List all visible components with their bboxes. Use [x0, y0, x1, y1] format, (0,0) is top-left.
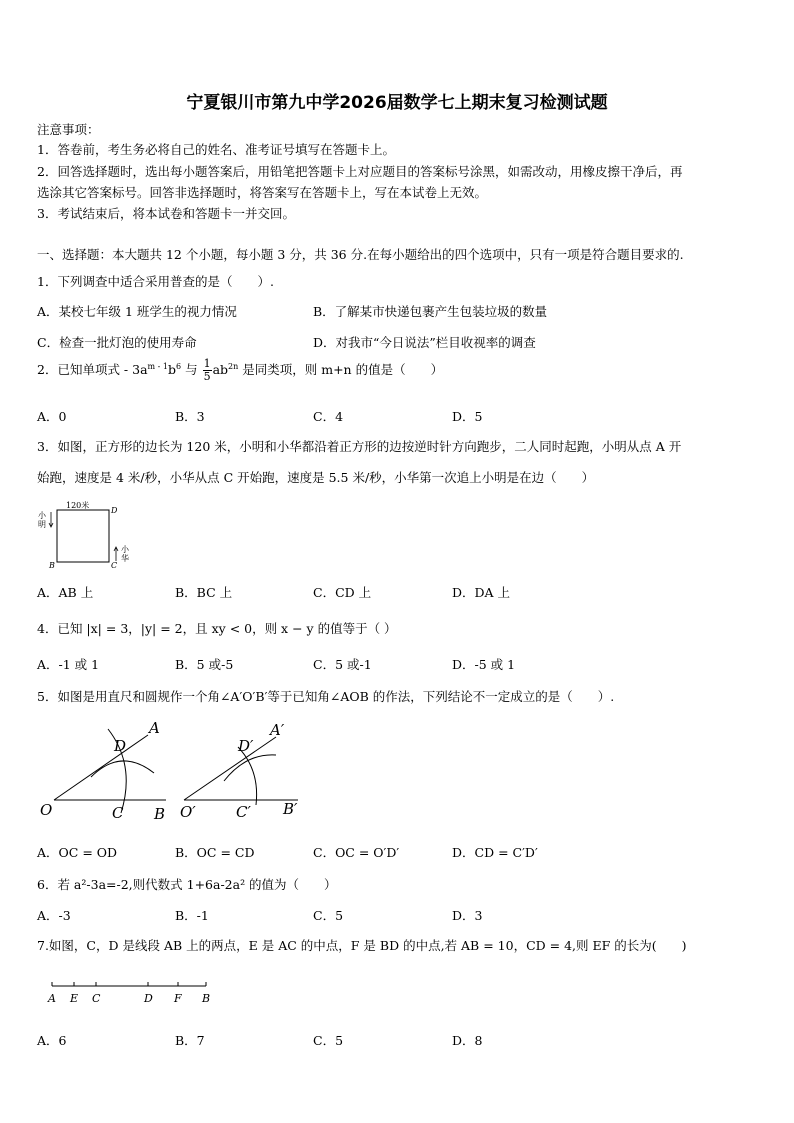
- q2-stem: [37, 358, 443, 383]
- q3-option-a: A．AB 上: [37, 585, 94, 600]
- q3-option-b: B．BC 上: [175, 585, 233, 600]
- q3-option-d: D．DA 上: [452, 585, 511, 600]
- point-label: F: [174, 992, 182, 1005]
- q2-exponent: 6: [176, 361, 182, 371]
- q2-text: 与: [181, 362, 202, 377]
- q2-exponent: m - 1: [147, 361, 168, 371]
- q4-option-d: D．-5 或 1: [452, 657, 516, 672]
- ray-oa: [54, 735, 148, 800]
- q7-segment-figure: [40, 976, 220, 1012]
- q6-option-d: D．3: [452, 908, 483, 923]
- label-o: O: [40, 801, 53, 819]
- label-o-prime: O′: [180, 803, 196, 821]
- q2-exponent: 2n: [228, 361, 239, 371]
- fraction-denominator: 5: [203, 370, 211, 383]
- xiaohua-char: 小: [121, 545, 129, 554]
- q1-option-b: B．了解某市快递包裹产生包装垃圾的数量: [313, 304, 548, 319]
- q7-option-b: B．7: [175, 1033, 205, 1048]
- q2-option-b: B．3: [175, 409, 205, 424]
- q3-stem-line2: 始跑，速度是 4 米/秒，小华从点 C 开始跑，速度是 5.5 米/秒，小华第一次追上小明是在边（ ）: [37, 470, 595, 485]
- compass-arc: [238, 747, 257, 805]
- point-c-label: C: [111, 561, 118, 570]
- q5-figure-original-angle: [36, 715, 186, 825]
- q2-option-c: C．4: [313, 409, 344, 424]
- xiaoming-char: 明: [38, 520, 46, 529]
- q2-option-d: D．5: [452, 409, 483, 424]
- notice-item: 2．回答选择题时，选出每小题答案后，用铅笔把答题卡上对应题目的答案标号涂黑，如需改动，用橡皮擦干净后，再: [37, 164, 683, 179]
- point-label: E: [70, 992, 79, 1005]
- q7-option-d: D．8: [452, 1033, 483, 1048]
- q7-stem: 7.如图，C，D 是线段 AB 上的两点，E 是 AC 的中点，F 是 BD 的中点,若 AB = 10，CD = 4,则 EF 的长为( ): [37, 938, 687, 953]
- q2-text: 2．已知单项式 - 3a: [37, 362, 148, 377]
- q5-option-c: C．OC = O′D′: [313, 845, 400, 860]
- compass-arc: [91, 761, 154, 777]
- point-b-label: B: [49, 561, 55, 570]
- label-a-prime: A′: [270, 721, 285, 739]
- q3-square-figure: [32, 498, 142, 574]
- compass-arc: [224, 755, 276, 781]
- q4-option-c: C．5 或-1: [313, 657, 372, 672]
- q3-stem-line1: 3．如图，正方形的边长为 120 米，小明和小华都沿着正方形的边按逆时针方向跑步，二人同时起跑，小明从点 A 开: [37, 439, 682, 454]
- q1-option-d: D．对我市“今日说法”栏目收视率的调查: [313, 335, 536, 350]
- label-a: A: [149, 719, 160, 737]
- q2-text: b: [168, 362, 177, 377]
- point-label: B: [202, 992, 211, 1005]
- q5-option-d: D．CD = C′D′: [452, 845, 538, 860]
- xiaohua-label: [121, 544, 130, 563]
- q6-stem: 6．若 a²-3a=-2,则代数式 1+6a-2a² 的值为（ ）: [37, 877, 337, 892]
- q6-option-c: C．5: [313, 908, 344, 923]
- q5-figure-constructed-angle: [178, 715, 328, 825]
- label-d-prime: D′: [238, 737, 254, 755]
- q4-option-a: A．-1 或 1: [37, 657, 100, 672]
- q1-option-c: C．检查一批灯泡的使用寿命: [37, 335, 197, 350]
- q2-text: ab: [212, 362, 229, 377]
- q5-option-b: B．OC = CD: [175, 845, 255, 860]
- notice-item: 1．答卷前，考生务必将自己的姓名、准考证号填写在答题卡上。: [37, 142, 395, 157]
- fraction-numerator: 1: [203, 357, 211, 370]
- point-label: D: [144, 992, 153, 1005]
- label-c: C: [112, 804, 124, 822]
- notice-heading: 注意事项：: [37, 122, 100, 137]
- ray-oa-prime: [184, 737, 276, 800]
- side-length-label: 120米: [66, 501, 90, 510]
- q3-option-c: C．CD 上: [313, 585, 372, 600]
- page-title: 宁夏银川市第九中学2026届数学七上期末复习检测试题: [186, 93, 608, 113]
- q4-stem: 4．已知 |x| = 3，|y| = 2，且 xy < 0，则 x − y 的值等于（ ）: [37, 621, 397, 636]
- point-d-label: D: [111, 506, 118, 515]
- label-b-prime: B′: [283, 800, 298, 818]
- q5-option-a: A．OC = OD: [37, 845, 118, 860]
- q1-option-a: A．某校七年级 1 班学生的视力情况: [37, 304, 237, 319]
- q4-option-b: B．5 或-5: [175, 657, 234, 672]
- q1-stem: 1．下列调查中适合采用普查的是（ ）.: [37, 274, 274, 289]
- notice-item: 选涂其它答案标号。回答非选择题时，将答案写在答题卡上，写在本试卷上无效。: [37, 185, 488, 200]
- point-label: C: [92, 992, 101, 1005]
- q5-stem: 5．如图是用直尺和圆规作一个角∠A′O′B′等于已知角∠AOB 的作法，下列结论不一定成立的是（ ）.: [37, 689, 615, 704]
- label-b: B: [154, 805, 166, 823]
- xiaoming-char: 小: [38, 511, 46, 520]
- label-d: D: [114, 737, 127, 755]
- point-label: A: [48, 992, 56, 1005]
- xiaohua-char: 华: [121, 554, 129, 563]
- q6-option-b: B．-1: [175, 908, 209, 923]
- q2-fraction: [203, 358, 212, 383]
- q6-option-a: A．-3: [37, 908, 71, 923]
- section-heading: 一、选择题：本大题共 12 个小题，每小题 3 分，共 36 分.在每小题给出的四个选项中，只有一项是符合题目要求的.: [37, 247, 684, 262]
- xiaoming-label: [38, 510, 47, 529]
- q7-option-a: A．6: [37, 1033, 67, 1048]
- notice-item: 3．考试结束后，将本试卷和答题卡一并交回。: [37, 206, 295, 221]
- q2-option-a: A．0: [37, 409, 67, 424]
- tick-group: [47, 982, 210, 1005]
- q7-option-c: C．5: [313, 1033, 344, 1048]
- q2-text: 是同类项，则 m+n 的值是（ ）: [238, 362, 444, 377]
- label-c-prime: C′: [236, 803, 251, 821]
